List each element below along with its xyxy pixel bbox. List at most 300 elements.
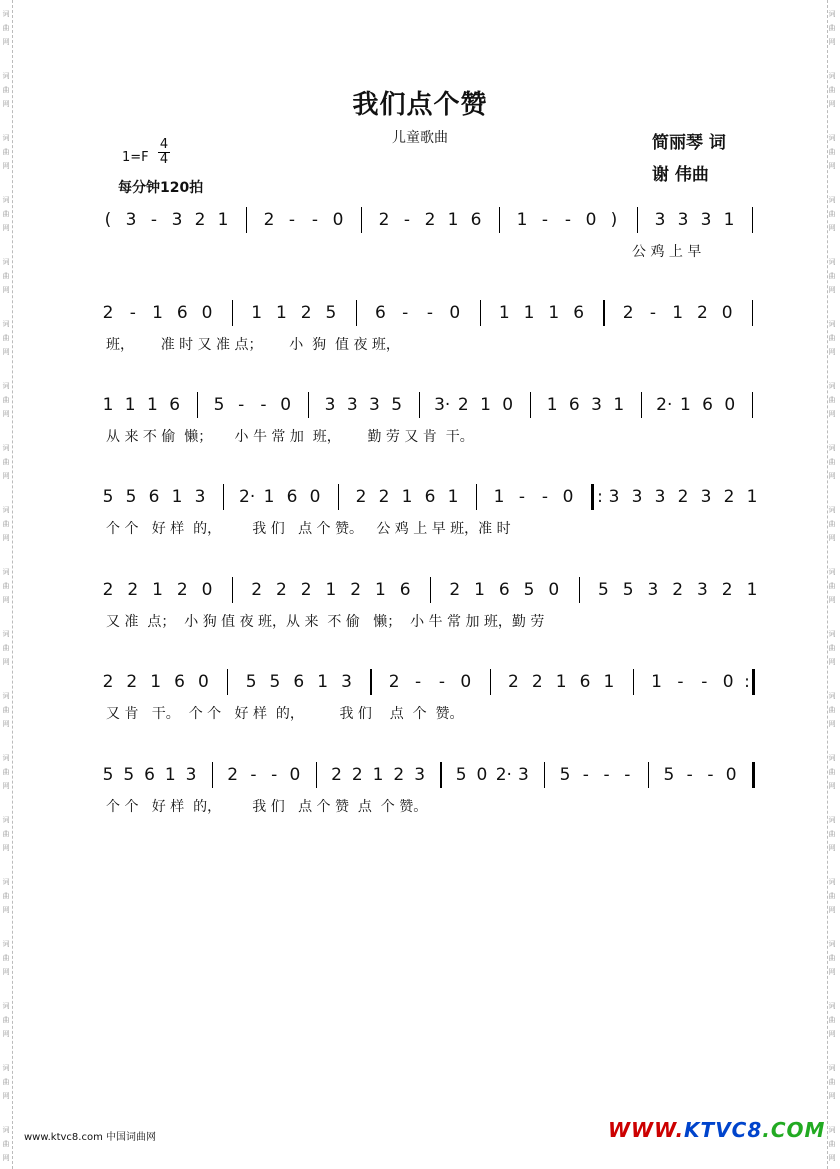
watermark-char: 词 bbox=[828, 444, 836, 452]
note: - bbox=[402, 303, 409, 323]
note: 2 bbox=[102, 672, 114, 692]
note: - bbox=[541, 210, 549, 230]
watermark-char: 曲 bbox=[828, 1016, 836, 1024]
watermark-char: 词 bbox=[2, 878, 10, 886]
watermark-char: 曲 bbox=[2, 272, 10, 280]
note: 3 bbox=[369, 395, 380, 415]
note: - bbox=[603, 765, 610, 785]
note: 1 bbox=[746, 580, 758, 600]
watermark-char: 网 bbox=[828, 162, 836, 170]
watermark-char: 词 bbox=[2, 692, 10, 700]
watermark-char: 词 bbox=[2, 754, 10, 762]
note: - bbox=[414, 672, 422, 692]
note: - bbox=[701, 672, 708, 692]
watermark-char: 网 bbox=[828, 224, 836, 232]
bar-line bbox=[197, 392, 198, 418]
note: 2· bbox=[495, 765, 512, 785]
note: 1 bbox=[124, 395, 136, 415]
key-signature: 1=F bbox=[122, 150, 149, 165]
bar-line bbox=[223, 484, 224, 510]
watermark-char: 网 bbox=[828, 782, 836, 790]
bar-line bbox=[633, 669, 634, 695]
note: - bbox=[541, 487, 549, 507]
watermark-char: 曲 bbox=[2, 830, 10, 838]
note: 1 bbox=[480, 395, 491, 415]
watermark-char: 词 bbox=[828, 1126, 836, 1134]
watermark-char: 网 bbox=[828, 906, 836, 914]
bar-line bbox=[579, 577, 580, 603]
note: ) bbox=[610, 210, 618, 230]
note: 1 bbox=[251, 303, 263, 323]
lyrics-line: 个 个 好 样 的， 我 们 点 个 赞 点 个 赞。 bbox=[106, 799, 428, 815]
bar-line bbox=[480, 300, 481, 326]
note: 2 bbox=[449, 580, 461, 600]
watermark-char: 曲 bbox=[828, 148, 836, 156]
watermark-char: 网 bbox=[2, 968, 10, 976]
watermark-char: 词 bbox=[828, 1064, 836, 1072]
watermark-char: 曲 bbox=[2, 768, 10, 776]
note: 3 bbox=[608, 487, 620, 507]
note: 5 bbox=[269, 672, 281, 692]
bar-line bbox=[637, 207, 638, 233]
note: 0 bbox=[725, 765, 737, 785]
note: 1 bbox=[263, 487, 275, 507]
note: 0 bbox=[332, 210, 344, 230]
note: 3 bbox=[194, 487, 206, 507]
watermark-char: 曲 bbox=[828, 86, 836, 94]
watermark-char: 网 bbox=[2, 658, 10, 666]
note: 1 bbox=[498, 303, 510, 323]
note: 6 bbox=[375, 303, 386, 323]
bar-line bbox=[603, 300, 604, 326]
watermark-char: 曲 bbox=[2, 520, 10, 528]
watermark-char: 曲 bbox=[828, 458, 836, 466]
watermark-char: 网 bbox=[828, 1092, 836, 1100]
note: 5 bbox=[559, 765, 571, 785]
note: 2 bbox=[126, 672, 138, 692]
watermark-char: 曲 bbox=[828, 24, 836, 32]
note: 1 bbox=[679, 395, 691, 415]
watermark-char: 词 bbox=[828, 72, 836, 80]
watermark-char: 网 bbox=[2, 844, 10, 852]
note: 5 bbox=[523, 580, 535, 600]
watermark-char: 网 bbox=[2, 100, 10, 108]
note: ( bbox=[104, 210, 112, 230]
logo-ktv: KTVC8 bbox=[684, 1118, 763, 1142]
watermark-char: 网 bbox=[828, 286, 836, 294]
watermark-char: 曲 bbox=[828, 954, 836, 962]
watermark-char: 词 bbox=[828, 754, 836, 762]
note: 2 bbox=[677, 487, 689, 507]
note: 2 bbox=[723, 487, 735, 507]
watermark-char: 曲 bbox=[828, 396, 836, 404]
bar-line bbox=[308, 392, 309, 418]
note: 2 bbox=[331, 765, 342, 785]
note: 0 bbox=[722, 672, 734, 692]
note: 0 bbox=[449, 303, 461, 323]
note: - bbox=[150, 210, 158, 230]
bar-line bbox=[316, 762, 317, 788]
note: 3 bbox=[518, 765, 529, 785]
bar-line bbox=[752, 207, 753, 233]
note: 2 bbox=[127, 580, 139, 600]
note: 3 bbox=[654, 210, 666, 230]
note: 1 bbox=[493, 487, 505, 507]
note: 5 bbox=[455, 765, 467, 785]
bar-line bbox=[641, 392, 642, 418]
note: 3 bbox=[125, 210, 137, 230]
note: 2 bbox=[275, 580, 287, 600]
lyrics-line: 又 准 点； 小 狗 值 夜 班，从 来 不 偷 懒； 小 牛 常 加 班，勤 劳 bbox=[106, 614, 545, 630]
note: 2 bbox=[102, 303, 114, 323]
note: 2 bbox=[300, 303, 312, 323]
watermark-char: 曲 bbox=[2, 644, 10, 652]
note: 3 bbox=[591, 395, 602, 415]
time-signature-top: 4 bbox=[159, 137, 169, 152]
bar-line bbox=[440, 762, 441, 788]
note: 1 bbox=[447, 487, 459, 507]
note: 5 bbox=[622, 580, 634, 600]
song-title: 我们点个赞 bbox=[352, 90, 488, 120]
note: 6 bbox=[568, 395, 580, 415]
note: 1 bbox=[651, 672, 662, 692]
bar-line bbox=[246, 207, 247, 233]
note: 2 bbox=[672, 580, 684, 600]
lyrics-line: 班， 准 时 又 准 点； 小 狗 值 夜 班， bbox=[106, 337, 400, 353]
watermark-char: 曲 bbox=[2, 396, 10, 404]
note: 2 bbox=[350, 580, 362, 600]
note: 6 bbox=[144, 765, 155, 785]
note: 2 bbox=[194, 210, 206, 230]
bar-line bbox=[544, 762, 545, 788]
note: 3 bbox=[700, 210, 712, 230]
note: 3 bbox=[346, 395, 358, 415]
watermark-char: 曲 bbox=[2, 86, 10, 94]
watermark-char: 词 bbox=[828, 506, 836, 514]
note: 6 bbox=[174, 672, 185, 692]
note: 1 bbox=[375, 580, 386, 600]
note: 6 bbox=[293, 672, 305, 692]
watermark-char: 词 bbox=[828, 816, 836, 824]
watermark-char: 网 bbox=[828, 844, 836, 852]
note: 1 bbox=[746, 487, 758, 507]
watermark-char: 曲 bbox=[828, 1078, 836, 1086]
watermark-char: 网 bbox=[828, 100, 836, 108]
watermark-char: 曲 bbox=[2, 148, 10, 156]
note: 1 bbox=[275, 303, 287, 323]
note: 5 bbox=[245, 672, 257, 692]
watermark-char: 网 bbox=[2, 348, 10, 356]
note: 2 bbox=[457, 395, 469, 415]
watermark-char: 网 bbox=[2, 1154, 10, 1162]
note: 3 bbox=[654, 487, 666, 507]
watermark-char: 词 bbox=[2, 630, 10, 638]
note: 2 bbox=[531, 672, 543, 692]
note: 1 bbox=[325, 580, 337, 600]
watermark-char: 词 bbox=[2, 444, 10, 452]
watermark-char: 曲 bbox=[2, 1078, 10, 1086]
note: 1 bbox=[152, 303, 163, 323]
note: 1 bbox=[164, 765, 176, 785]
watermark-char: 网 bbox=[2, 162, 10, 170]
note: - bbox=[426, 303, 434, 323]
footer-site-text: www.ktvc8.com 中国词曲网 bbox=[24, 1132, 157, 1143]
note: - bbox=[624, 765, 631, 785]
note: 0 bbox=[289, 765, 301, 785]
note: - bbox=[288, 210, 296, 230]
lyrics-line: 个 个 好 样 的， 我 们 点 个 赞。 公 鸡 上 早 班，准 时 bbox=[106, 521, 511, 537]
repeat-dots: : bbox=[744, 672, 750, 692]
bar-line bbox=[356, 300, 357, 326]
bar-line bbox=[752, 392, 753, 418]
note: 1 bbox=[546, 395, 558, 415]
note: 2 bbox=[300, 580, 312, 600]
bar-line bbox=[361, 207, 362, 233]
note: 5 bbox=[123, 765, 135, 785]
note: 1 bbox=[372, 765, 384, 785]
note: 1 bbox=[217, 210, 229, 230]
note: 6 bbox=[702, 395, 713, 415]
watermark-char: 网 bbox=[828, 472, 836, 480]
watermark-char: 词 bbox=[2, 134, 10, 142]
note: 3 bbox=[414, 765, 426, 785]
note: 0 bbox=[502, 395, 514, 415]
note: 1 bbox=[613, 395, 625, 415]
watermark-char: 网 bbox=[828, 1030, 836, 1038]
watermark-char: 词 bbox=[2, 940, 10, 948]
watermark-char: 网 bbox=[828, 1154, 836, 1162]
note: 2 bbox=[721, 580, 733, 600]
watermark-char: 曲 bbox=[828, 1140, 836, 1148]
watermark-char: 网 bbox=[2, 906, 10, 914]
note: 1 bbox=[401, 487, 413, 507]
watermark-char: 词 bbox=[828, 692, 836, 700]
watermark-char: 词 bbox=[2, 506, 10, 514]
bar-line bbox=[476, 484, 477, 510]
watermark-char: 曲 bbox=[2, 210, 10, 218]
bar-line bbox=[648, 762, 649, 788]
watermark-char: 网 bbox=[828, 968, 836, 976]
note: 2 bbox=[424, 210, 436, 230]
note: 2 bbox=[102, 580, 114, 600]
watermark-char: 词 bbox=[2, 320, 10, 328]
watermark-char: 网 bbox=[828, 38, 836, 46]
note: 3 bbox=[185, 765, 197, 785]
note: 2 bbox=[378, 487, 390, 507]
time-signature-bottom: 4 bbox=[159, 152, 169, 167]
note: - bbox=[649, 303, 656, 323]
watermark-char: 曲 bbox=[828, 210, 836, 218]
bar-line bbox=[232, 577, 233, 603]
watermark-char: 词 bbox=[2, 816, 10, 824]
watermark-char: 曲 bbox=[828, 582, 836, 590]
note: 1 bbox=[672, 303, 684, 323]
note: 0 bbox=[724, 395, 736, 415]
watermark-char: 曲 bbox=[2, 706, 10, 714]
bar-line bbox=[752, 300, 753, 326]
watermark-char: 词 bbox=[828, 940, 836, 948]
lyrics-line: 又 肯 干。 个 个 好 样 的， 我 们 点 个 赞。 bbox=[106, 706, 464, 722]
watermark-char: 词 bbox=[2, 196, 10, 204]
watermark-char: 词 bbox=[2, 568, 10, 576]
note: 0 bbox=[548, 580, 560, 600]
watermark-char: 曲 bbox=[2, 954, 10, 962]
watermark-char: 曲 bbox=[828, 706, 836, 714]
watermark-char: 曲 bbox=[828, 644, 836, 652]
watermark-char: 词 bbox=[828, 568, 836, 576]
bar-line bbox=[370, 669, 371, 695]
note: 1 bbox=[548, 303, 560, 323]
time-signature bbox=[158, 138, 170, 167]
note: - bbox=[564, 210, 572, 230]
note: 2 bbox=[263, 210, 275, 230]
watermark-char: 曲 bbox=[2, 458, 10, 466]
note: 3 bbox=[171, 210, 183, 230]
note: 2 bbox=[227, 765, 239, 785]
note: - bbox=[129, 303, 136, 323]
watermark-char: 曲 bbox=[828, 334, 836, 342]
note: 0 bbox=[197, 672, 209, 692]
repeat-dots: : bbox=[597, 487, 603, 507]
note: 1 bbox=[474, 580, 485, 600]
note: - bbox=[311, 210, 319, 230]
note: 5 bbox=[102, 487, 114, 507]
note: 5 bbox=[125, 487, 137, 507]
note: 0 bbox=[460, 672, 472, 692]
bar-line bbox=[499, 207, 500, 233]
note: 1 bbox=[102, 395, 114, 415]
watermark-char: 网 bbox=[2, 224, 10, 232]
watermark-char: 曲 bbox=[828, 520, 836, 528]
watermark-char: 词 bbox=[828, 382, 836, 390]
watermark-char: 词 bbox=[828, 196, 836, 204]
watermark-char: 曲 bbox=[2, 334, 10, 342]
watermark-char: 词 bbox=[2, 1002, 10, 1010]
footer-site-logo bbox=[608, 1118, 825, 1142]
note: 0 bbox=[280, 395, 292, 415]
bar-line bbox=[530, 392, 531, 418]
note: 3 bbox=[677, 210, 689, 230]
note: 1 bbox=[152, 580, 163, 600]
note: 1 bbox=[146, 395, 158, 415]
watermark-char: 网 bbox=[2, 1030, 10, 1038]
note: 1 bbox=[150, 672, 162, 692]
note: 3 bbox=[324, 395, 336, 415]
watermark-char: 词 bbox=[828, 320, 836, 328]
note: 0 bbox=[201, 303, 213, 323]
watermark-char: 曲 bbox=[828, 768, 836, 776]
watermark-char: 曲 bbox=[828, 272, 836, 280]
bar-line bbox=[419, 392, 420, 418]
bar-line bbox=[227, 669, 228, 695]
note: 5 bbox=[325, 303, 337, 323]
note: 0 bbox=[721, 303, 733, 323]
note: 6 bbox=[176, 303, 188, 323]
watermark-char: 网 bbox=[2, 720, 10, 728]
watermark-char: 词 bbox=[2, 1064, 10, 1072]
watermark-char: 网 bbox=[2, 286, 10, 294]
watermark-char: 曲 bbox=[2, 1140, 10, 1148]
watermark-char: 词 bbox=[828, 878, 836, 886]
note: 6 bbox=[498, 580, 510, 600]
note: 1 bbox=[555, 672, 567, 692]
note: 6 bbox=[148, 487, 160, 507]
note: - bbox=[238, 395, 245, 415]
note: - bbox=[707, 765, 714, 785]
watermark-char: 网 bbox=[2, 410, 10, 418]
note: 6 bbox=[399, 580, 411, 600]
note: 6 bbox=[573, 303, 585, 323]
note: 2 bbox=[378, 210, 390, 230]
logo-com: .COM bbox=[762, 1118, 826, 1142]
watermark-char: 网 bbox=[828, 534, 836, 542]
note: 1 bbox=[171, 487, 183, 507]
note: 2 bbox=[393, 765, 405, 785]
watermark-char: 词 bbox=[828, 1002, 836, 1010]
note: 3 bbox=[697, 580, 708, 600]
bar-line bbox=[430, 577, 431, 603]
note: 0 bbox=[201, 580, 213, 600]
note: 2 bbox=[176, 580, 188, 600]
note: 2· bbox=[656, 395, 673, 415]
note: 2 bbox=[355, 487, 367, 507]
tempo-marking: 每分钟120拍 bbox=[118, 180, 204, 196]
note: 3· bbox=[434, 395, 451, 415]
note: 1 bbox=[516, 210, 528, 230]
watermark-char: 网 bbox=[828, 658, 836, 666]
watermark-char: 曲 bbox=[2, 582, 10, 590]
watermark-char: 网 bbox=[828, 720, 836, 728]
note: 3 bbox=[631, 487, 643, 507]
note: 0 bbox=[476, 765, 488, 785]
note: 6 bbox=[470, 210, 482, 230]
watermark-char: 网 bbox=[2, 782, 10, 790]
note: 1 bbox=[523, 303, 535, 323]
note: 6 bbox=[286, 487, 298, 507]
note: 0 bbox=[585, 210, 597, 230]
note: 1 bbox=[723, 210, 735, 230]
note: - bbox=[518, 487, 526, 507]
note: - bbox=[438, 672, 445, 692]
note: - bbox=[250, 765, 257, 785]
note: 1 bbox=[317, 672, 329, 692]
note: - bbox=[686, 765, 693, 785]
note: 1 bbox=[447, 210, 459, 230]
watermark-char: 曲 bbox=[2, 24, 10, 32]
note: 5 bbox=[102, 765, 114, 785]
note: 2· bbox=[239, 487, 256, 507]
note: 2 bbox=[251, 580, 263, 600]
note: 3 bbox=[647, 580, 659, 600]
song-genre: 儿童歌曲 bbox=[392, 130, 448, 146]
watermark-char: 网 bbox=[2, 472, 10, 480]
note: 0 bbox=[562, 487, 574, 507]
note: 5 bbox=[213, 395, 225, 415]
watermark-char: 词 bbox=[828, 10, 836, 18]
watermark-char: 词 bbox=[2, 10, 10, 18]
note: 3 bbox=[341, 672, 352, 692]
lyrics-line: 公 鸡 上 早 bbox=[632, 244, 702, 260]
watermark-char: 词 bbox=[2, 382, 10, 390]
bar-line bbox=[338, 484, 339, 510]
note: 2 bbox=[388, 672, 400, 692]
watermark-char: 网 bbox=[2, 38, 10, 46]
note: 0 bbox=[309, 487, 321, 507]
watermark-char: 词 bbox=[2, 72, 10, 80]
note: 2 bbox=[622, 303, 634, 323]
watermark-char: 词 bbox=[2, 1126, 10, 1134]
note: 5 bbox=[597, 580, 609, 600]
